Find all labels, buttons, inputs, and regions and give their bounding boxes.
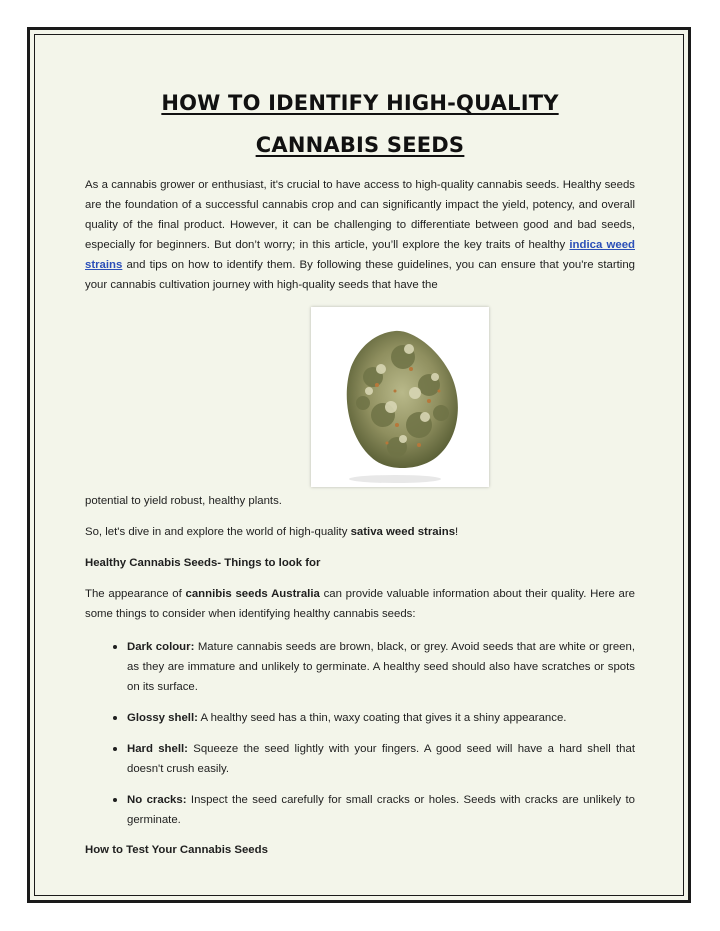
sativa-weed-strains-keyword: sativa weed strains: [350, 526, 456, 538]
section-heading-healthy-seeds: Healthy Cannabis Seeds- Things to look for: [85, 557, 321, 569]
list-item: [127, 738, 635, 779]
appearance-text-after: can provide valuable information about their quality. Here are some things to consider when identifying healthy cannabis seeds:: [85, 588, 636, 620]
section-heading-test-seeds: How to Test Your Cannabis Seeds: [85, 844, 268, 856]
dive-paragraph: [85, 522, 635, 542]
page-title: [85, 86, 635, 162]
cannibis-seeds-australia-keyword: cannibis seeds Australia: [185, 588, 320, 600]
cannabis-bud-illustration: [311, 307, 489, 487]
bullet-text: Inspect the seed carefully for small cracks or holes. Seeds with cracks are unlikely to germinate.: [127, 794, 635, 826]
indica-weed-strains-link[interactable]: indica weed strains: [85, 239, 635, 271]
appearance-text-before: The appearance of: [85, 588, 186, 600]
bullet-label: Dark colour:: [127, 641, 195, 653]
bullet-label: No cracks:: [127, 794, 187, 806]
document-content: [85, 86, 635, 860]
title-line-1: HOW TO IDENTIFY HIGH-QUALITY: [161, 91, 559, 115]
bullet-text: Mature cannabis seeds are brown, black, or grey. Avoid seeds that are white or green, as they are immature and unlikely to germinate. A healthy seed should also have scratches or spots on its surface.: [127, 641, 635, 693]
image-continuation-text: potential to yield robust, healthy plants.: [85, 495, 282, 507]
intro-text-before-link: As a cannabis grower or enthusiast, it's crucial to have access to high-quality cannabis seeds. Healthy seeds are the foundation of a successful cannabis crop and can significantly impact the yield, potency, and overall quality of the final product. However, it can be challenging to differentiate between good and bad seeds, especially for beginners. But don’t worry; in this article, you’ll explore the key traits of healthy: [85, 179, 635, 251]
bullet-label: Hard shell:: [127, 743, 188, 755]
title-line-2-text: CANNABIS SEEDS: [255, 133, 465, 157]
title-line-2: [85, 128, 635, 162]
intro-paragraph: [85, 175, 635, 295]
cannabis-bud-image: [311, 307, 489, 487]
list-item: [127, 789, 635, 830]
list-item: [127, 707, 635, 728]
bullet-text: Squeeze the seed lightly with your fingers. A good seed will have a hard shell that doesn't crush easily.: [127, 743, 635, 775]
bullet-label: Glossy shell:: [127, 712, 198, 724]
list-item: [127, 636, 635, 697]
dive-text-after: !: [455, 526, 459, 538]
seed-traits-list: [85, 636, 635, 830]
dive-text-before: So, let's dive in and explore the world of high-quality: [85, 526, 351, 538]
intro-text-after-link: and tips on how to identify them. By following these guidelines, you can ensure that you're starting your cannabis cultivation journey with high-quality seeds that have the: [85, 259, 635, 291]
appearance-paragraph: [85, 584, 635, 624]
bullet-text: A healthy seed has a thin, waxy coating that gives it a shiny appearance.: [197, 712, 567, 724]
